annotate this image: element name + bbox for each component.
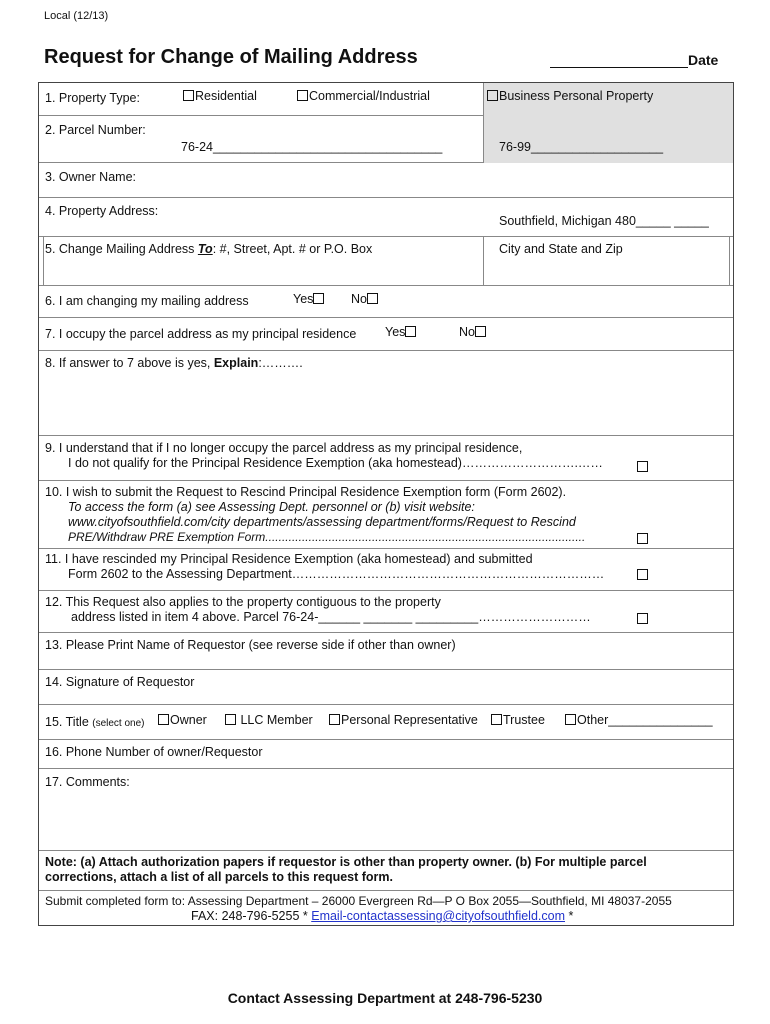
item-10-line2: To access the form (a) see Assessing Dept. personnel or (b) visit website: (68, 500, 475, 514)
item-4-label: 4. Property Address: (45, 204, 159, 218)
divider (483, 237, 484, 286)
divider (483, 116, 484, 163)
page-title: Request for Change of Mailing Address (44, 46, 418, 68)
item-9-line2: I do not qualify for the Principal Residence Exemption (aka homestead)……………………….…… (68, 456, 603, 470)
commercial-checkbox[interactable] (297, 90, 308, 101)
item-10-line3: www.cityofsouthfield.com/city departments/assessing department/forms/Request to Rescind (68, 515, 576, 529)
item-10-checkbox[interactable] (637, 533, 648, 544)
item-7-no[interactable]: No (459, 325, 487, 339)
item-9-line1: 9. I understand that if I no longer occupy the parcel address as my principal residence, (45, 441, 523, 455)
parcel-number-left[interactable]: 76-24_________________________________ (181, 140, 443, 154)
llc-checkbox[interactable] (225, 714, 236, 725)
row-explain (39, 351, 733, 436)
item-12-checkbox[interactable] (637, 613, 648, 624)
date-underline (550, 53, 688, 68)
item-6-label: 6. I am changing my mailing address (45, 294, 249, 308)
item-7-no-checkbox[interactable] (475, 326, 486, 337)
row-rescind-request (39, 481, 733, 549)
title-owner-option[interactable]: Owner (158, 713, 207, 727)
form-table (38, 82, 734, 926)
title-llc-option[interactable]: LLC Member (225, 713, 313, 727)
row-property-address (39, 198, 733, 237)
inner-box-left (43, 237, 44, 286)
contact-footer: Contact Assessing Department at 248-796-5230 (227, 990, 543, 1006)
row-rescinded (39, 549, 733, 591)
row-note (39, 851, 733, 891)
item-8-label: 8. If answer to 7 above is yes, Explain:………. (45, 356, 303, 370)
row-contiguous (39, 591, 733, 633)
note-line2: corrections, attach a list of all parcels to this request form. (45, 870, 394, 884)
item-11-line2: Form 2602 to the Assessing Department………………………………………………………………… (68, 567, 605, 581)
item-6-no-checkbox[interactable] (367, 293, 378, 304)
other-checkbox[interactable] (565, 714, 576, 725)
item-7-label: 7. I occupy the parcel address as my principal residence (45, 327, 357, 341)
title-trustee-option[interactable]: Trustee (491, 713, 545, 727)
city-state-zip-label: City and State and Zip (499, 242, 623, 256)
row-phone (39, 740, 733, 769)
item-12-line2: address listed in item 4 above. Parcel 76-24-______ _______ _________……………………… (71, 610, 591, 624)
item-1-label: 1. Property Type: (45, 91, 140, 105)
item-12-line1: 12. This Request also applies to the property contiguous to the property (45, 595, 441, 609)
item-6-yes[interactable]: Yes (293, 292, 325, 306)
title-personal-rep-option[interactable]: Personal Representative (329, 713, 478, 727)
item-13-label: 13. Please Print Name of Requestor (see reverse side if other than owner) (45, 638, 456, 652)
date-label: Date (688, 52, 719, 68)
personal-rep-checkbox[interactable] (329, 714, 340, 725)
residential-option[interactable]: Residential (183, 89, 257, 103)
owner-checkbox[interactable] (158, 714, 169, 725)
row-understand (39, 436, 733, 481)
item-3-label: 3. Owner Name: (45, 170, 137, 184)
submit-line1: Submit completed form to: Assessing Department – 26000 Evergreen Rd—P O Box 2055—Southfield, MI 48037-2055 (45, 894, 672, 908)
date-field[interactable] (550, 52, 718, 68)
item-2-label: 2. Parcel Number: (45, 123, 146, 137)
item-9-checkbox[interactable] (637, 461, 648, 472)
item-7-yes[interactable]: Yes (385, 325, 417, 339)
title-other-option[interactable]: Other_______________ (565, 713, 713, 727)
row-changing-address (39, 286, 733, 318)
inner-box-right (729, 237, 730, 286)
business-checkbox[interactable] (487, 90, 498, 101)
row-signature (39, 670, 733, 705)
row-property-type (39, 83, 733, 116)
row-principal-residence (39, 318, 733, 351)
form-code: Local (12/13) (44, 10, 109, 22)
divider (483, 83, 484, 116)
submit-line2: FAX: 248-796-5255 * Email-contactassessing@cityofsouthfield.com * (191, 909, 574, 923)
property-city[interactable]: Southfield, Michigan 480_____ _____ (499, 214, 709, 228)
parcel-number-right[interactable]: 76-99___________________ (499, 140, 664, 154)
row-mailing-address (39, 237, 733, 286)
row-title (39, 705, 733, 740)
row-owner-name (39, 163, 733, 198)
item-7-yes-checkbox[interactable] (405, 326, 416, 337)
item-17-label: 17. Comments: (45, 775, 130, 789)
business-option[interactable]: Business Personal Property (487, 89, 653, 103)
item-10-line1: 10. I wish to submit the Request to Rescind Principal Residence Exemption form (Form 2602). (45, 485, 567, 499)
commercial-option[interactable]: Commercial/Industrial (297, 89, 430, 103)
row-requestor-name (39, 633, 733, 670)
item-10-line4: PRE/Withdraw PRE Exemption Form................................................................................................ (68, 530, 586, 544)
email-link[interactable]: Email-contactassessing@cityofsouthfield.com (311, 909, 566, 923)
item-16-label: 16. Phone Number of owner/Requestor (45, 745, 263, 759)
note-line1: Note: (a) Attach authorization papers if requestor is other than property owner. (b) For multiple parcel (45, 855, 647, 869)
item-5-label: 5. Change Mailing Address To: #, Street, Apt. # or P.O. Box (45, 242, 373, 256)
item-14-label: 14. Signature of Requestor (45, 675, 195, 689)
row-parcel-number (39, 116, 733, 163)
item-15-label: 15. Title (select one) (45, 715, 145, 729)
item-11-line1: 11. I have rescinded my Principal Residence Exemption (aka homestead) and submitted (45, 552, 533, 566)
item-6-yes-checkbox[interactable] (313, 293, 324, 304)
residential-checkbox[interactable] (183, 90, 194, 101)
item-6-no[interactable]: No (351, 292, 379, 306)
item-11-checkbox[interactable] (637, 569, 648, 580)
row-comments (39, 769, 733, 851)
row-submit (39, 891, 733, 925)
trustee-checkbox[interactable] (491, 714, 502, 725)
